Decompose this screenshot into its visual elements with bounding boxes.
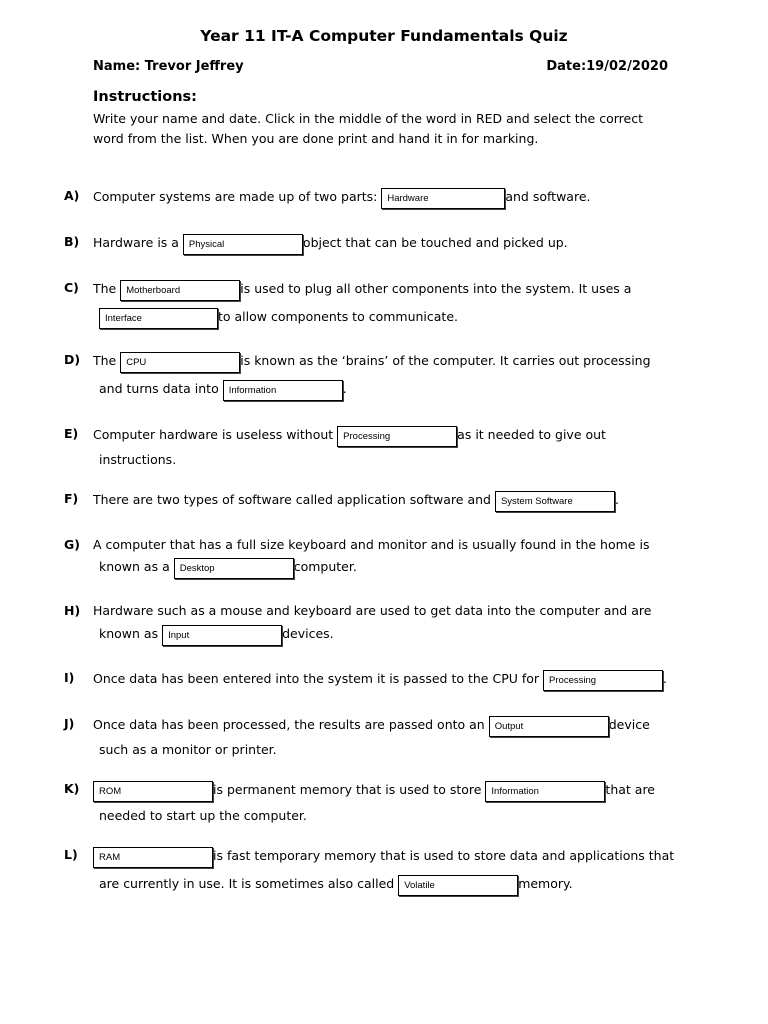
question-e-text-2: as it needed to give out [457,427,606,442]
question-c [93,279,631,300]
question-g: A computer that has a full size keyboard and monitor and is usually found in the home is [93,537,650,552]
question-k-line-2: needed to start up the computer. [99,808,307,823]
answer-a-dropdown[interactable]: Hardware [381,188,505,209]
question-h: Hardware such as a mouse and keyboard are used to get data into the computer and are [93,603,652,618]
answer-g-dropdown[interactable]: Desktop [174,558,294,579]
question-a [93,187,591,208]
question-d-text-4: . [342,381,347,396]
question-c-line-2 [99,307,458,328]
question-k [93,780,655,801]
question-i [93,669,667,690]
question-a-text-2: and software. [505,189,591,204]
answer-c1-dropdown[interactable]: Motherboard [120,280,240,301]
question-h-text-3: devices. [282,626,334,641]
question-label-k: K) [64,781,80,796]
question-b [93,233,568,254]
question-i-text-1: Once data has been entered into the system it is passed to the CPU for [93,671,544,686]
question-g-text-3: computer. [293,559,357,574]
answer-j-dropdown[interactable]: Output [489,716,609,737]
answer-k1-dropdown[interactable]: ROM [93,781,213,802]
answer-e-dropdown[interactable]: Processing [337,426,457,447]
question-l [93,846,674,867]
question-e-line-2: instructions. [99,452,177,467]
instructions-line-2: word from the list. When you are done print and hand it in for marking. [93,130,539,146]
quiz-date: Date:19/02/2020 [546,59,668,74]
question-d [93,351,651,372]
question-j [93,715,650,736]
question-e-text-1: Computer hardware is useless without [93,427,338,442]
question-label-c: C) [64,280,79,295]
question-a-text-1: Computer systems are made up of two parts: [93,189,382,204]
student-name: Name: Trevor Jeffrey [93,59,244,74]
question-j-text-2: device [608,717,650,732]
question-f-text-1: There are two types of software called application software and [93,492,495,507]
answer-k2-dropdown[interactable]: Information [485,781,605,802]
answer-i-dropdown[interactable]: Processing [543,670,663,691]
question-h-line-2 [99,624,334,645]
answer-l1-dropdown[interactable]: RAM [93,847,213,868]
question-d-text-1: The [93,353,121,368]
question-g-text-2: known as a [99,559,174,574]
answer-d2-dropdown[interactable]: Information [223,380,343,401]
question-l-line-2 [99,874,573,895]
question-h-text-2: known as [99,626,163,641]
question-f [93,490,619,511]
question-l-text-3: memory. [518,876,573,891]
answer-f-dropdown[interactable]: System Software [495,491,615,512]
answer-c2-dropdown[interactable]: Interface [99,308,218,329]
question-l-text-1: is fast temporary memory that is used to store data and applications that [213,848,675,863]
question-b-text-1: Hardware is a [93,235,183,250]
answer-b-dropdown[interactable]: Physical [183,234,303,255]
question-c-text-1: The [93,281,121,296]
question-j-text-1: Once data has been processed, the results are passed onto an [93,717,489,732]
question-label-g: G) [64,537,80,552]
question-label-e: E) [64,426,79,441]
answer-d1-dropdown[interactable]: CPU [120,352,240,373]
question-f-text-2: . [614,492,619,507]
question-label-j: J) [64,716,75,731]
question-g-line-2 [99,557,357,578]
question-k-text-1: is permanent memory that is used to store [213,782,486,797]
question-label-b: B) [64,234,80,249]
question-label-h: H) [64,603,81,618]
question-label-i: I) [64,670,75,685]
instructions-line-1: Write your name and date. Click in the middle of the word in RED and select the correct [93,111,643,126]
question-label-f: F) [64,491,79,506]
answer-h-dropdown[interactable]: Input [162,625,282,646]
question-i-text-2: . [663,671,668,686]
question-k-text-2: that are [605,782,655,797]
question-d-line-2 [99,379,347,400]
question-c-text-2: is used to plug all other components into the system. It uses a [240,281,632,296]
page-title: Year 11 IT-A Computer Fundamentals Quiz [200,27,568,45]
question-j-line-2: such as a monitor or printer. [99,742,277,757]
question-e [93,425,606,446]
question-label-a: A) [64,188,80,203]
question-d-text-2: is known as the ‘brains’ of the computer. It carries out processing [240,353,651,368]
question-b-text-2: object that can be touched and picked up. [302,235,568,250]
question-label-l: L) [64,847,78,862]
question-label-d: D) [64,352,81,367]
question-l-text-2: are currently in use. It is sometimes also called [99,876,399,891]
instructions-heading: Instructions: [93,89,197,105]
instructions-text [93,109,693,148]
question-d-text-3: and turns data into [99,381,223,396]
answer-l2-dropdown[interactable]: Volatile [398,875,518,896]
question-c-text-3: to allow components to communicate. [218,309,458,324]
